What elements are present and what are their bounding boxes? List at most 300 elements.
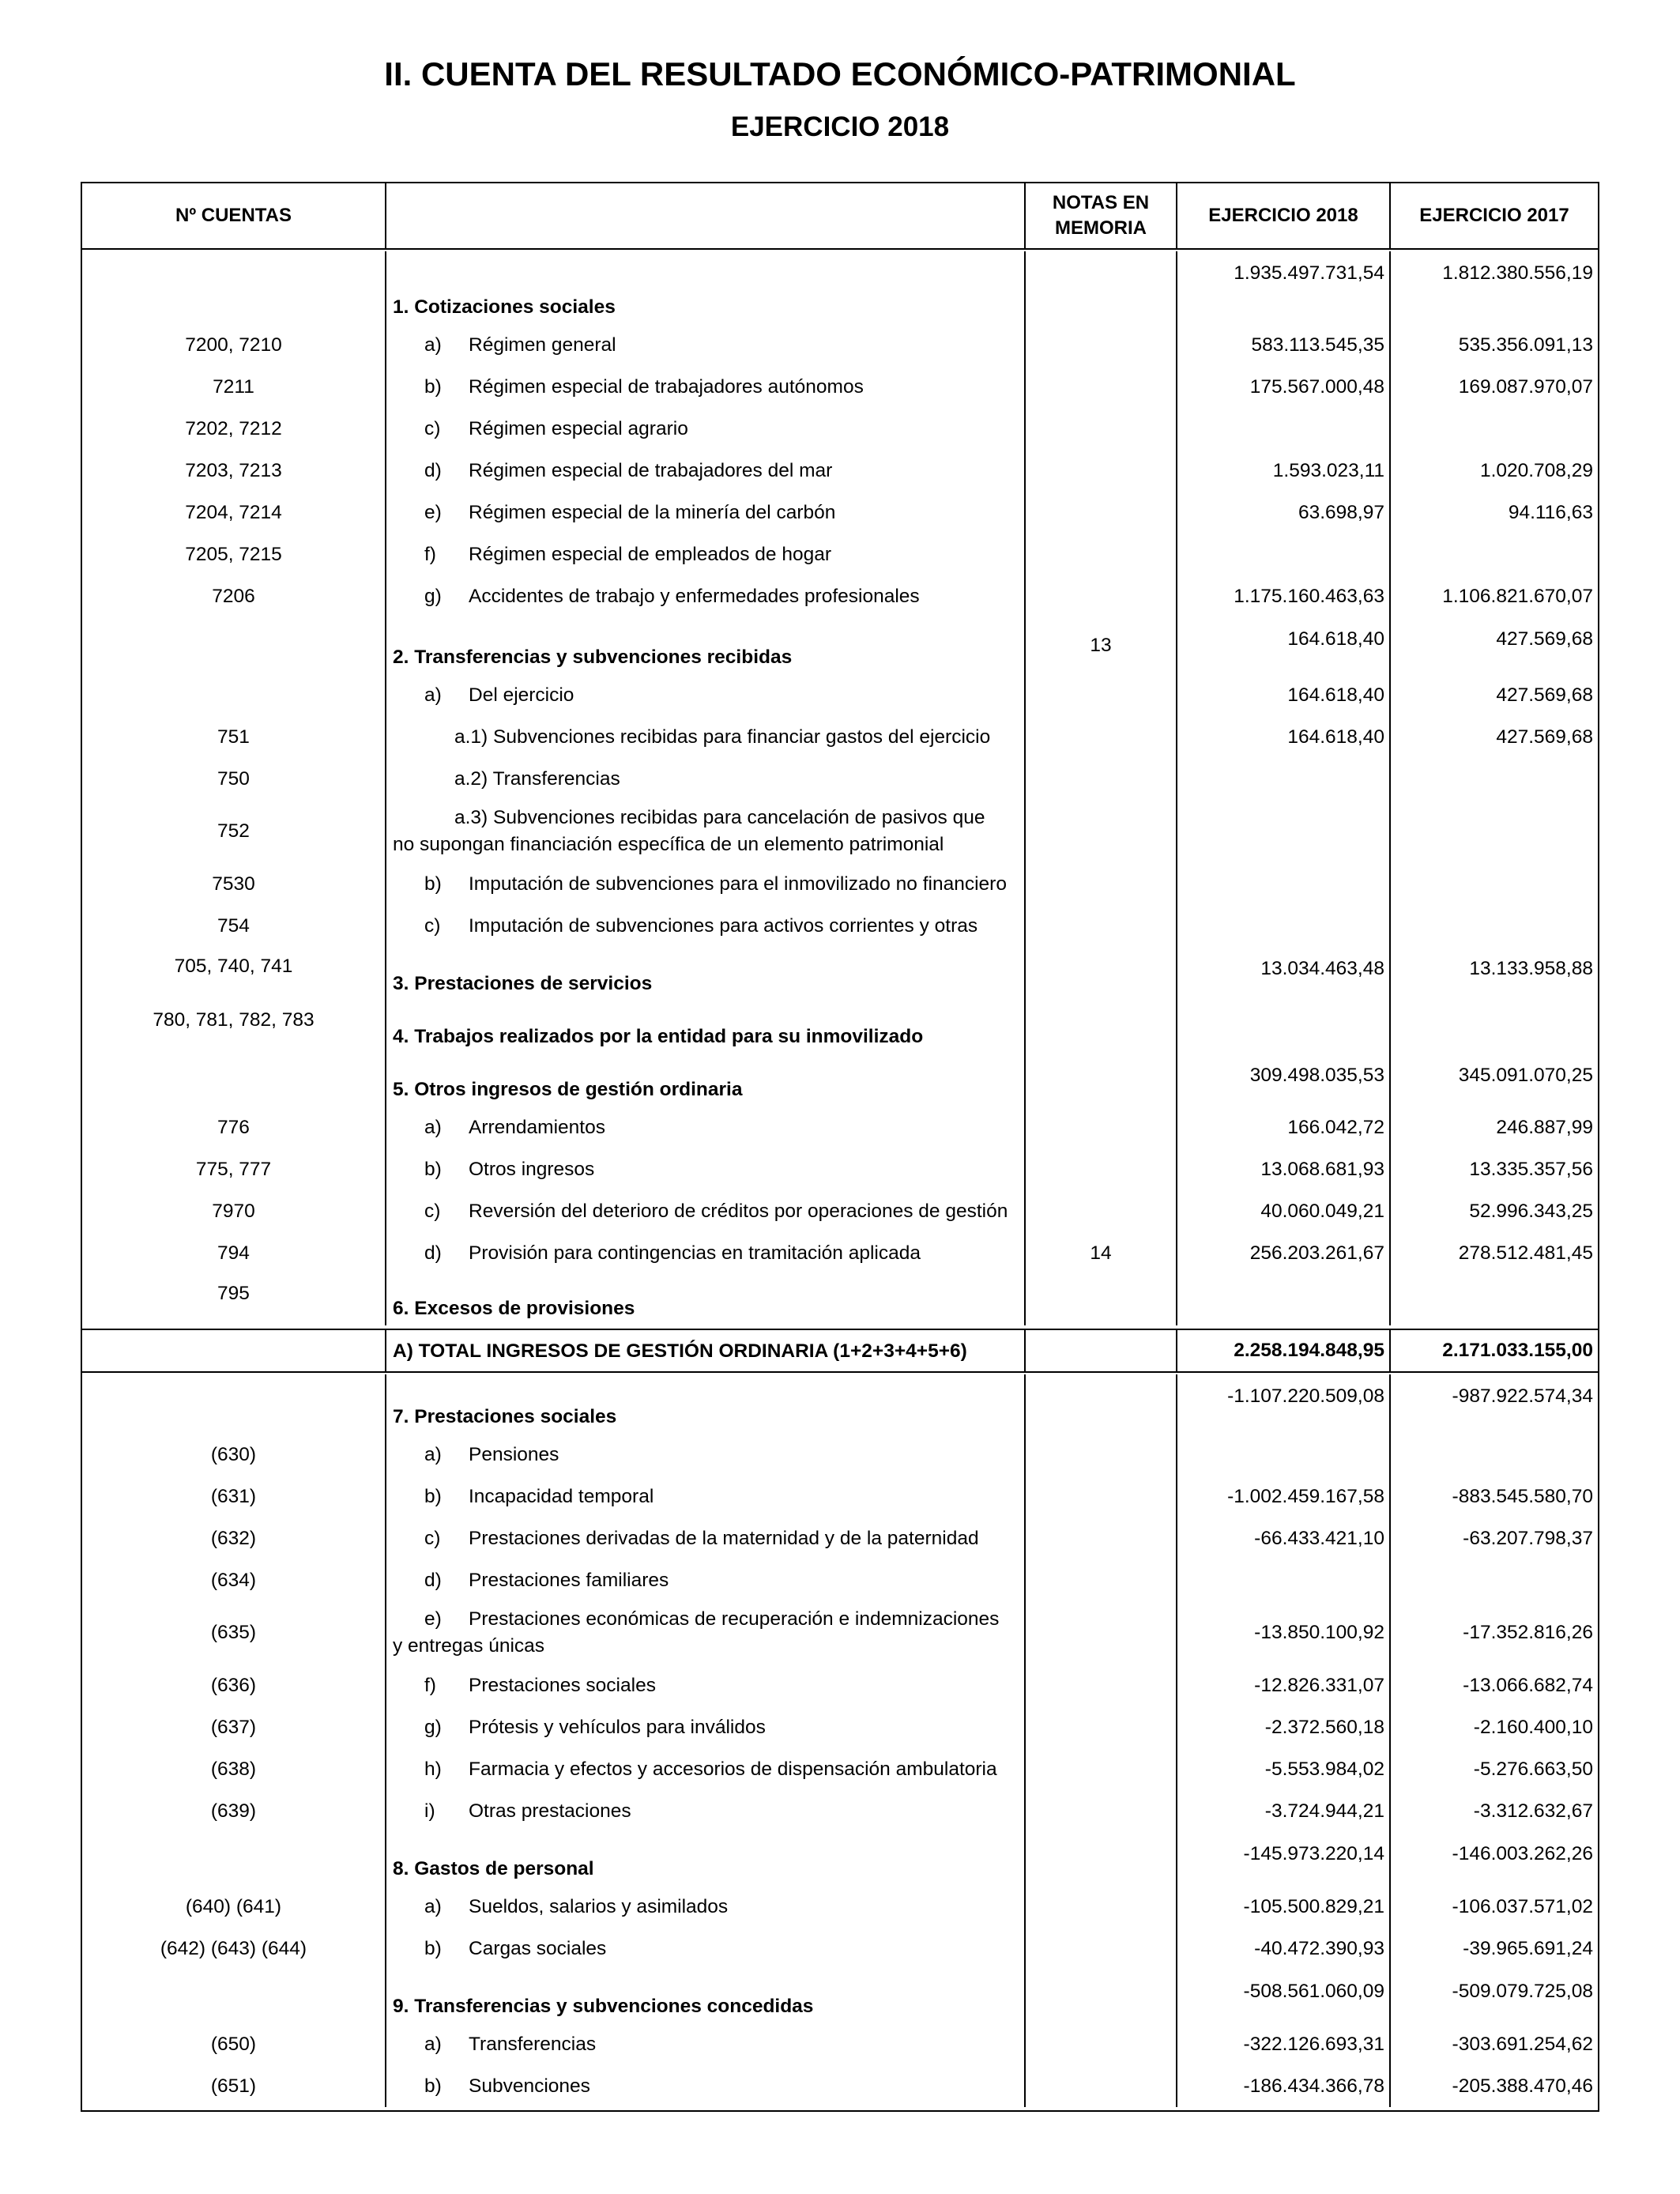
account-cell: 794 — [82, 1232, 386, 1274]
value-2018: -105.500.829,21 — [1177, 1886, 1391, 1928]
concept-heading: 2. Transferencias y subvenciones recibidas — [393, 647, 793, 668]
nota-cell — [1026, 1664, 1177, 1706]
value-2018: -3.724.944,21 — [1177, 1790, 1391, 1832]
account-cell: (636) — [82, 1664, 386, 1706]
value-2017 — [1391, 1434, 1598, 1476]
nota-cell — [1026, 366, 1177, 408]
account-cell: (642) (643) (644) — [82, 1928, 386, 1970]
value-2017: 13.133.958,88 — [1469, 958, 1593, 979]
item-text: Del ejercicio — [469, 684, 574, 706]
item-text: Cargas sociales — [469, 1938, 607, 1959]
account-cell: 776 — [82, 1106, 386, 1148]
concept-cell — [386, 905, 1026, 947]
account-cell — [82, 674, 386, 716]
nota-cell — [1026, 450, 1177, 492]
wrapped-text — [393, 1606, 999, 1660]
value-2017: 427.569,68 — [1496, 726, 1593, 748]
table-row — [82, 617, 1598, 674]
header-cuentas: Nº CUENTAS — [82, 183, 386, 250]
total-value-2017: 2.171.033.155,00 — [1391, 1329, 1598, 1373]
table-row — [82, 408, 1598, 450]
account-cell: (651) — [82, 2065, 386, 2107]
value-2018: -2.372.560,18 — [1177, 1706, 1391, 1748]
value-2017: -106.037.571,02 — [1452, 1895, 1593, 1917]
item-letter: c) — [424, 915, 441, 937]
value-2018: -145.973.220,14 — [1177, 1832, 1391, 1886]
value-2018: -322.126.693,31 — [1177, 2023, 1391, 2065]
table-row — [82, 324, 1598, 366]
item-letter: d) — [424, 1242, 442, 1264]
value-2018: 583.113.545,35 — [1177, 324, 1391, 366]
concept-cell — [386, 450, 1026, 492]
value-2018: -186.434.366,78 — [1177, 2065, 1391, 2107]
account-cell: 7202, 7212 — [82, 408, 386, 450]
table-row — [82, 1517, 1598, 1559]
value-2018 — [1177, 905, 1391, 947]
item-text: Imputación de subvenciones para el inmovilizado no financiero — [469, 873, 1007, 895]
concept-heading: 6. Excesos de provisiones — [393, 1298, 635, 1319]
item-letter: c) — [424, 1528, 441, 1549]
value-2018 — [1177, 1559, 1391, 1601]
value-2018 — [1177, 758, 1391, 800]
concept-cell — [386, 1886, 1026, 1928]
value-2017 — [1391, 863, 1598, 905]
value-2018: -1.002.459.167,58 — [1177, 1476, 1391, 1517]
item-text: Arrendamientos — [469, 1117, 605, 1138]
nota-cell — [1026, 492, 1177, 533]
nota-cell — [1026, 674, 1177, 716]
income-statement-table — [81, 182, 1599, 2112]
table-row — [82, 1001, 1598, 1054]
concept-cell — [386, 1517, 1026, 1559]
value-2017: -987.922.574,34 — [1452, 1385, 1593, 1407]
value-2018: 13.034.463,48 — [1177, 947, 1391, 1001]
nota-cell: 14 — [1026, 1232, 1177, 1274]
account-cell: (634) — [82, 1559, 386, 1601]
table-row — [82, 1148, 1598, 1190]
item-text: Incapacidad temporal — [469, 1486, 654, 1507]
item-text: Prestaciones familiares — [469, 1570, 669, 1591]
item-text: Otros ingresos — [469, 1159, 595, 1180]
item-letter: e) — [424, 502, 442, 523]
subitem-text: a.1) Subvenciones recibidas para financiar gastos del ejercicio — [454, 726, 991, 748]
nota-cell — [1026, 1434, 1177, 1476]
nota-cell: 13 — [1026, 617, 1177, 674]
account-cell: 7211 — [82, 366, 386, 408]
value-2017 — [1391, 533, 1598, 575]
total-nota — [1026, 1329, 1177, 1373]
total-value-2018: 2.258.194.848,95 — [1177, 1329, 1391, 1373]
item-letter: a) — [424, 1896, 442, 1917]
nota-cell — [1026, 1748, 1177, 1790]
account-cell: 7970 — [82, 1190, 386, 1232]
nota-cell — [1026, 251, 1177, 324]
table-row — [82, 1232, 1598, 1274]
nota-cell — [1026, 1517, 1177, 1559]
nota-cell — [1026, 1190, 1177, 1232]
table-row — [82, 533, 1598, 575]
value-2017: 169.087.970,07 — [1458, 375, 1593, 398]
item-letter: h) — [424, 1759, 442, 1780]
value-2018: -5.553.984,02 — [1177, 1748, 1391, 1790]
nota-cell — [1026, 905, 1177, 947]
value-2017 — [1391, 758, 1598, 800]
item-text: Régimen general — [469, 334, 616, 356]
table-row — [82, 1970, 1598, 2023]
table-row — [82, 1928, 1598, 1970]
value-2017 — [1391, 905, 1598, 947]
concept-cell — [386, 1748, 1026, 1790]
value-2018: -1.107.220.509,08 — [1177, 1374, 1391, 1434]
concept-cell — [386, 1001, 1026, 1054]
table-row — [82, 1559, 1598, 1601]
wrapped-line — [393, 1606, 999, 1633]
table-row — [82, 575, 1598, 617]
nota-cell — [1026, 575, 1177, 617]
nota-cell — [1026, 1832, 1177, 1886]
header-notas: NOTAS EN MEMORIA — [1026, 183, 1177, 250]
concept-cell — [386, 674, 1026, 716]
table-row — [82, 800, 1598, 863]
value-2018 — [1177, 1434, 1391, 1476]
value-2017: 345.091.070,25 — [1458, 1065, 1593, 1086]
account-cell — [82, 1832, 386, 1886]
item-letter: d) — [424, 1570, 442, 1591]
value-2017: -509.079.725,08 — [1452, 1981, 1593, 2002]
item-letter: a) — [424, 334, 442, 356]
value-2017: 13.335.357,56 — [1469, 1158, 1593, 1180]
nota-cell — [1026, 863, 1177, 905]
subitem-text: a.2) Transferencias — [454, 768, 620, 790]
concept-cell — [386, 1054, 1026, 1106]
concept-cell — [386, 2065, 1026, 2107]
account-cell — [82, 1374, 386, 1434]
table-row — [82, 758, 1598, 800]
item-letter: c) — [424, 418, 441, 439]
value-2018 — [1177, 533, 1391, 575]
item-letter: b) — [424, 873, 442, 895]
item-letter: b) — [424, 1938, 442, 1959]
item-text: Pensiones — [469, 1444, 559, 1465]
table-row — [82, 1434, 1598, 1476]
concept-heading: 5. Otros ingresos de gestión ordinaria — [393, 1079, 743, 1100]
value-2017: -303.691.254,62 — [1452, 2033, 1593, 2055]
table-row — [82, 1790, 1598, 1832]
nota-cell — [1026, 1970, 1177, 2023]
concept-cell — [386, 1106, 1026, 1148]
table-row — [82, 1832, 1598, 1886]
item-text: Prestaciones derivadas de la maternidad y de la paternidad — [469, 1528, 979, 1549]
item-text: Otras prestaciones — [469, 1800, 631, 1822]
value-2017: 278.512.481,45 — [1458, 1242, 1593, 1264]
item-letter: i) — [424, 1800, 435, 1822]
nota-cell — [1026, 1790, 1177, 1832]
table-row — [82, 1706, 1598, 1748]
value-2017: -13.066.682,74 — [1463, 1674, 1593, 1696]
nota-cell — [1026, 324, 1177, 366]
item-text: Régimen especial de trabajadores del mar — [469, 460, 833, 481]
value-2018 — [1177, 800, 1391, 863]
value-2018: 1.593.023,11 — [1177, 450, 1391, 492]
concept-cell — [386, 251, 1026, 324]
concept-cell — [386, 1832, 1026, 1886]
value-2017: 427.569,68 — [1496, 684, 1593, 706]
value-2018: 40.060.049,21 — [1177, 1190, 1391, 1232]
total-row — [82, 1329, 1598, 1373]
concept-cell — [386, 366, 1026, 408]
account-cell: 7530 — [82, 863, 386, 905]
wrapped-text — [393, 805, 985, 858]
value-2018: 13.068.681,93 — [1177, 1148, 1391, 1190]
item-text: Sueldos, salarios y asimilados — [469, 1896, 729, 1917]
value-2017 — [1391, 800, 1598, 863]
item-text: Régimen especial de la minería del carbón — [469, 502, 836, 523]
table-row — [82, 366, 1598, 408]
item-text: Farmacia y efectos y accesorios de dispensación ambulatoria — [469, 1759, 997, 1780]
expense-section — [82, 1373, 1598, 2110]
concept-heading: 1. Cotizaciones sociales — [393, 296, 616, 318]
value-2017: -146.003.262,26 — [1452, 1843, 1593, 1864]
concept-cell — [386, 716, 1026, 758]
header-ejercicio-2017: EJERCICIO 2017 — [1391, 183, 1598, 250]
concept-cell — [386, 1148, 1026, 1190]
table-row — [82, 2065, 1598, 2107]
account-cell: 750 — [82, 758, 386, 800]
item-text: Imputación de subvenciones para activos corrientes y otras — [469, 915, 978, 937]
account-cell: 795 — [82, 1274, 386, 1325]
value-2017: 1.106.821.670,07 — [1442, 585, 1593, 607]
concept-cell — [386, 2023, 1026, 2065]
concept-cell — [386, 1374, 1026, 1434]
item-letter: d) — [424, 460, 442, 481]
nota-cell — [1026, 1054, 1177, 1106]
account-cell: (631) — [82, 1476, 386, 1517]
item-text: Accidentes de trabajo y enfermedades profesionales — [469, 586, 920, 607]
income-section — [82, 250, 1598, 1329]
table-row — [82, 1374, 1598, 1434]
concept-cell — [386, 1559, 1026, 1601]
value-2018: 166.042,72 — [1177, 1106, 1391, 1148]
value-2018 — [1177, 1274, 1391, 1325]
table-row — [82, 1106, 1598, 1148]
value-2018: 1.935.497.731,54 — [1177, 251, 1391, 324]
nota-cell — [1026, 716, 1177, 758]
concept-heading: 9. Transferencias y subvenciones concedidas — [393, 1996, 814, 2017]
concept-cell — [386, 1706, 1026, 1748]
nota-cell — [1026, 1001, 1177, 1054]
concept-cell — [386, 575, 1026, 617]
nota-cell — [1026, 533, 1177, 575]
table-row — [82, 1601, 1598, 1664]
table-row — [82, 1748, 1598, 1790]
account-cell: (650) — [82, 2023, 386, 2065]
concept-cell — [386, 947, 1026, 1001]
item-text-continued: y entregas únicas — [393, 1635, 545, 1657]
value-2017: -883.545.580,70 — [1452, 1485, 1593, 1507]
account-cell: (640) (641) — [82, 1886, 386, 1928]
value-2018: 63.698,97 — [1177, 492, 1391, 533]
value-2018: 164.618,40 — [1177, 674, 1391, 716]
item-text: Transferencias — [469, 2034, 597, 2055]
value-2017: 52.996.343,25 — [1469, 1200, 1593, 1222]
value-2018: 164.618,40 — [1177, 716, 1391, 758]
item-letter: a) — [424, 684, 442, 706]
value-2017: 1.020.708,29 — [1479, 459, 1593, 481]
account-cell: 7205, 7215 — [82, 533, 386, 575]
account-cell: (637) — [82, 1706, 386, 1748]
nota-cell — [1026, 1274, 1177, 1325]
item-text: Subvenciones — [469, 2075, 590, 2097]
nota-cell — [1026, 1106, 1177, 1148]
concept-heading: 8. Gastos de personal — [393, 1858, 594, 1879]
value-2018: 256.203.261,67 — [1177, 1232, 1391, 1274]
concept-cell — [386, 1664, 1026, 1706]
nota-cell — [1026, 2023, 1177, 2065]
value-2018: -66.433.421,10 — [1177, 1517, 1391, 1559]
value-2018: 164.618,40 — [1177, 617, 1391, 674]
value-2018: 1.175.160.463,63 — [1177, 575, 1391, 617]
table-row — [82, 863, 1598, 905]
nota-cell — [1026, 800, 1177, 863]
account-cell: 705, 740, 741 — [82, 947, 386, 1001]
table-row — [82, 1274, 1598, 1325]
table-row — [82, 1886, 1598, 1928]
item-letter: c) — [424, 1201, 441, 1222]
item-letter: f) — [424, 1675, 436, 1696]
table-row — [82, 905, 1598, 947]
account-cell — [82, 617, 386, 674]
item-letter: a) — [424, 1117, 442, 1138]
nota-cell — [1026, 1928, 1177, 1970]
concept-cell — [386, 863, 1026, 905]
subitem-text: a.3) Subvenciones recibidas para cancelación de pasivos que — [454, 807, 985, 828]
nota-cell — [1026, 1374, 1177, 1434]
value-2017 — [1391, 1001, 1598, 1054]
item-letter: b) — [424, 376, 442, 398]
value-2017 — [1391, 1559, 1598, 1601]
concept-cell — [386, 533, 1026, 575]
account-cell: 7206 — [82, 575, 386, 617]
concept-cell — [386, 1232, 1026, 1274]
value-2018 — [1177, 863, 1391, 905]
table-row — [82, 450, 1598, 492]
concept-cell — [386, 1190, 1026, 1232]
nota-cell — [1026, 408, 1177, 450]
account-cell — [82, 1970, 386, 2023]
value-2017: -5.276.663,50 — [1473, 1758, 1593, 1780]
account-cell: (632) — [82, 1517, 386, 1559]
account-cell: 780, 781, 782, 783 — [82, 1001, 386, 1054]
item-letter: g) — [424, 586, 442, 607]
item-letter: b) — [424, 2075, 442, 2097]
header-concepto — [386, 183, 1026, 250]
table-row — [82, 2023, 1598, 2065]
item-text: Régimen especial de empleados de hogar — [469, 544, 831, 565]
nota-cell — [1026, 1706, 1177, 1748]
item-letter: a) — [424, 1444, 442, 1465]
value-2018: -13.850.100,92 — [1177, 1601, 1391, 1664]
table-row — [82, 947, 1598, 1001]
concept-cell — [386, 1928, 1026, 1970]
concept-cell — [386, 408, 1026, 450]
table-header — [82, 183, 1598, 250]
table-row — [82, 1054, 1598, 1106]
item-text: Prótesis y vehículos para inválidos — [469, 1717, 766, 1738]
table-row — [82, 716, 1598, 758]
concept-cell — [386, 758, 1026, 800]
table-row — [82, 674, 1598, 716]
value-2017: -63.207.798,37 — [1463, 1527, 1593, 1549]
item-letter: b) — [424, 1159, 442, 1180]
table-row — [82, 1664, 1598, 1706]
concept-heading: 7. Prestaciones sociales — [393, 1406, 617, 1427]
total-cuentas — [82, 1329, 386, 1373]
item-text: Régimen especial de trabajadores autónomos — [469, 376, 864, 398]
nota-cell — [1026, 1559, 1177, 1601]
account-cell — [82, 1054, 386, 1106]
item-letter: f) — [424, 544, 436, 565]
value-2017: -205.388.470,46 — [1452, 2075, 1593, 2097]
table-row — [82, 1476, 1598, 1517]
concept-cell — [386, 1601, 1026, 1664]
account-cell: 7204, 7214 — [82, 492, 386, 533]
value-2017: -3.312.632,67 — [1473, 1800, 1593, 1822]
table-row — [82, 251, 1598, 324]
account-cell: 7200, 7210 — [82, 324, 386, 366]
item-letter: e) — [424, 1608, 442, 1630]
account-cell: 751 — [82, 716, 386, 758]
nota-cell — [1026, 1148, 1177, 1190]
value-2017: -17.352.816,26 — [1463, 1622, 1593, 1643]
item-letter: g) — [424, 1717, 442, 1738]
account-cell: 775, 777 — [82, 1148, 386, 1190]
value-2018: -12.826.331,07 — [1177, 1664, 1391, 1706]
value-2018: -508.561.060,09 — [1177, 1970, 1391, 2023]
value-2017: -39.965.691,24 — [1463, 1937, 1593, 1959]
item-text: Provisión para contingencias en tramitación aplicada — [469, 1242, 921, 1264]
item-text: Prestaciones económicas de recuperación e indemnizaciones — [469, 1608, 1000, 1630]
subitem-text-continued: no supongan financiación específica de un elemento patrimonial — [393, 834, 944, 855]
item-text: Prestaciones sociales — [469, 1675, 656, 1696]
value-2018 — [1177, 1001, 1391, 1054]
account-cell: (630) — [82, 1434, 386, 1476]
item-text: Régimen especial agrario — [469, 418, 688, 439]
value-2017: 535.356.091,13 — [1458, 334, 1593, 356]
account-cell: (639) — [82, 1790, 386, 1832]
value-2017: 246.887,99 — [1496, 1116, 1593, 1138]
value-2017 — [1391, 1274, 1598, 1325]
value-2017: 1.812.380.556,19 — [1442, 262, 1593, 284]
nota-cell — [1026, 1601, 1177, 1664]
nota-cell — [1026, 947, 1177, 1001]
nota-cell — [1026, 758, 1177, 800]
table-row — [82, 492, 1598, 533]
value-2017: -2.160.400,10 — [1473, 1716, 1593, 1738]
account-cell: 752 — [82, 800, 386, 863]
total-label: A) TOTAL INGRESOS DE GESTIÓN ORDINARIA (1+2+3+4+5+6) — [386, 1329, 1026, 1373]
value-2017: 94.116,63 — [1508, 501, 1593, 523]
account-cell: 7203, 7213 — [82, 450, 386, 492]
item-letter: a) — [424, 2034, 442, 2055]
table-row — [82, 1190, 1598, 1232]
concept-cell — [386, 1790, 1026, 1832]
concept-cell — [386, 617, 1026, 674]
concept-cell — [386, 1970, 1026, 2023]
document-subtitle: EJERCICIO 2018 — [730, 111, 950, 142]
account-cell: (635) — [82, 1601, 386, 1664]
concept-cell — [386, 800, 1026, 863]
header-ejercicio-2018: EJERCICIO 2018 — [1177, 183, 1391, 250]
